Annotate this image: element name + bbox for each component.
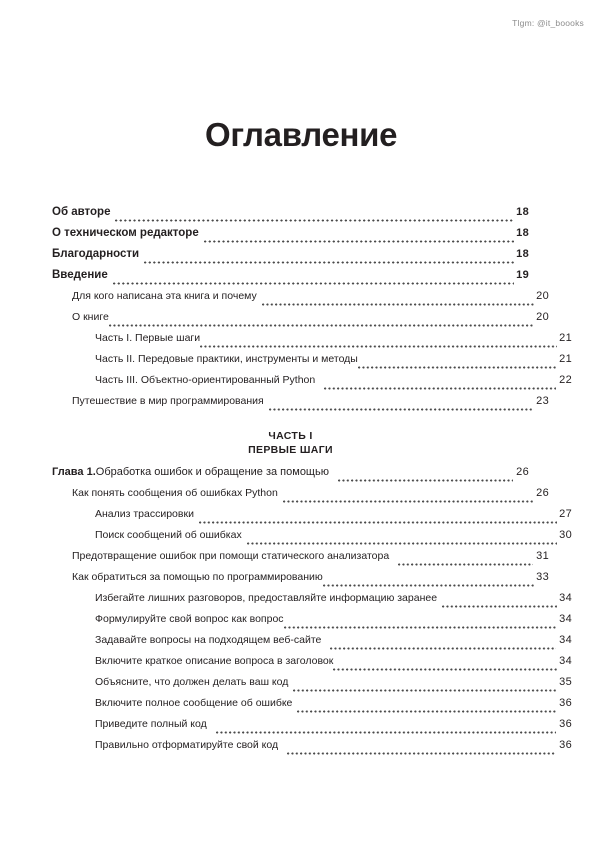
dot-leader — [269, 404, 534, 415]
dot-leader — [204, 236, 514, 247]
toc-entry-page-number: 36 — [559, 697, 572, 709]
toc-entry[interactable] — [52, 487, 549, 508]
dot-leader — [247, 538, 557, 549]
toc-entry[interactable] — [52, 739, 572, 760]
toc-entry[interactable] — [52, 248, 529, 269]
toc-entry-label: Для кого написана эта книга и почему — [72, 290, 257, 302]
toc-entry-label: О техническом редакторе — [52, 227, 199, 239]
toc-entry[interactable] — [52, 655, 572, 676]
telegram-watermark: Tlgm: @it_boooks — [512, 18, 584, 28]
dot-leader — [287, 748, 556, 759]
toc-entry[interactable] — [52, 613, 572, 634]
toc-entry-label: Поиск сообщений об ошибках — [95, 529, 242, 541]
toc-entry[interactable] — [52, 508, 572, 529]
toc-entry-page-number: 34 — [559, 655, 572, 667]
toc-entry[interactable] — [52, 697, 572, 718]
dot-leader — [283, 496, 534, 507]
toc-entry-label: Введение — [52, 269, 108, 281]
toc-entry[interactable] — [52, 550, 549, 571]
toc-entry-page-number: 26 — [516, 466, 529, 478]
toc-entry-page-number: 36 — [559, 739, 572, 751]
toc-entry-label: Включите полное сообщение об ошибке — [95, 697, 293, 709]
toc-entry-label: Как понять сообщения об ошибках Python — [72, 487, 278, 499]
toc-entry-page-number: 20 — [536, 290, 549, 302]
dot-leader — [200, 341, 557, 352]
toc-entry[interactable] — [52, 592, 572, 613]
section-spacer — [52, 416, 529, 430]
toc-entry[interactable] — [52, 466, 529, 487]
toc-entry[interactable] — [52, 374, 572, 395]
toc-entry[interactable] — [52, 332, 572, 353]
dot-leader — [398, 559, 533, 570]
toc-entry-label: Предотвращение ошибок при помощи статического анализатора — [72, 550, 390, 562]
dot-leader — [216, 727, 556, 738]
toc-entry[interactable] — [52, 571, 549, 592]
part-heading-line-2: ПЕРВЫЕ ШАГИ — [248, 443, 333, 456]
toc-entry-page-number: 35 — [559, 676, 572, 688]
toc-entry-page-number: 31 — [536, 550, 549, 562]
toc-entry-label: Включите краткое описание вопроса в заголовок — [95, 655, 334, 667]
toc-entry-label: Благодарности — [52, 248, 140, 260]
dot-leader — [358, 362, 557, 373]
toc-entry-label: Задавайте вопросы на подходящем веб-сайте — [95, 634, 322, 646]
toc-entry-label: Анализ трассировки — [95, 508, 194, 520]
toc-entry[interactable] — [52, 676, 572, 697]
toc-entry-page-number: 23 — [536, 395, 549, 407]
toc-entry-page-number: 34 — [559, 592, 572, 604]
toc-entry-page-number: 21 — [559, 353, 572, 365]
toc-entry[interactable] — [52, 269, 529, 290]
toc-entry[interactable] — [52, 311, 549, 332]
dot-leader — [284, 622, 558, 633]
toc-entry-page-number: 26 — [536, 487, 549, 499]
dot-leader — [330, 643, 556, 654]
dot-leader — [109, 320, 534, 331]
toc-entry-page-number: 18 — [516, 227, 529, 239]
toc-entry[interactable] — [52, 718, 572, 739]
toc-entry[interactable] — [52, 353, 572, 374]
part-heading-line-1: ЧАСТЬ I — [268, 430, 313, 442]
page-title: Оглавление — [205, 116, 398, 154]
dot-leader — [199, 517, 557, 528]
toc-entry-label: Избегайте лишних разговоров, предоставляйте информацию заранее — [95, 592, 438, 604]
toc-entry-page-number: 30 — [559, 529, 572, 541]
toc-entry-page-number: 18 — [516, 206, 529, 218]
toc-entry-page-number: 18 — [516, 248, 529, 260]
dot-leader — [333, 664, 557, 675]
toc-entry-page-number: 34 — [559, 634, 572, 646]
toc-entry-label: Путешествие в мир программирования — [72, 395, 264, 407]
toc-entry-label: О книге — [72, 311, 109, 323]
toc-entry-label: Часть II. Передовые практики, инструменты и методы — [95, 353, 358, 365]
dot-leader — [293, 685, 557, 696]
toc-entry[interactable] — [52, 206, 529, 227]
toc-entry-label: Объясните, что должен делать ваш код — [95, 676, 289, 688]
toc-entry-label: Формулируйте свой вопрос как вопрос — [95, 613, 284, 625]
dot-leader — [113, 278, 514, 289]
toc-entry-label: Правильно отформатируйте свой код — [95, 739, 279, 751]
toc-entry-label: Часть III. Объектно-ориентированный Python — [95, 374, 316, 386]
toc-entry-label: Как обратиться за помощью по программированию — [72, 571, 323, 583]
toc-entry-title: Обработка ошибок и обращение за помощью — [95, 466, 329, 478]
dot-leader — [297, 706, 557, 717]
toc-entry-page-number: 22 — [559, 374, 572, 386]
toc-entry[interactable] — [52, 227, 529, 248]
dot-leader — [262, 299, 534, 310]
dot-leader — [323, 580, 534, 591]
toc-entry[interactable] — [52, 290, 549, 311]
dot-leader — [442, 601, 557, 612]
toc-entry-label: Часть I. Первые шаги — [95, 332, 201, 344]
toc-entry-page-number: 20 — [536, 311, 549, 323]
toc-entry-page-number: 19 — [516, 269, 529, 281]
toc-entry[interactable] — [52, 395, 549, 416]
toc-entry-chapter-label: Глава 1. — [52, 466, 96, 478]
toc-entry-page-number: 36 — [559, 718, 572, 730]
toc-entry-label: Об авторе — [52, 206, 111, 218]
part-heading — [52, 430, 529, 457]
toc-entry[interactable] — [52, 634, 572, 655]
dot-leader — [115, 215, 514, 226]
toc-entry-page-number: 34 — [559, 613, 572, 625]
dot-leader — [144, 257, 514, 268]
toc-entry[interactable] — [52, 529, 572, 550]
dot-leader — [324, 383, 556, 394]
toc-entry-page-number: 21 — [559, 332, 572, 344]
toc-entry-page-number: 27 — [559, 508, 572, 520]
dot-leader — [338, 475, 513, 486]
toc-entry-page-number: 33 — [536, 571, 549, 583]
section-spacer — [52, 457, 529, 466]
table-of-contents — [52, 206, 572, 760]
toc-entry-label: Приведите полный код — [95, 718, 207, 730]
